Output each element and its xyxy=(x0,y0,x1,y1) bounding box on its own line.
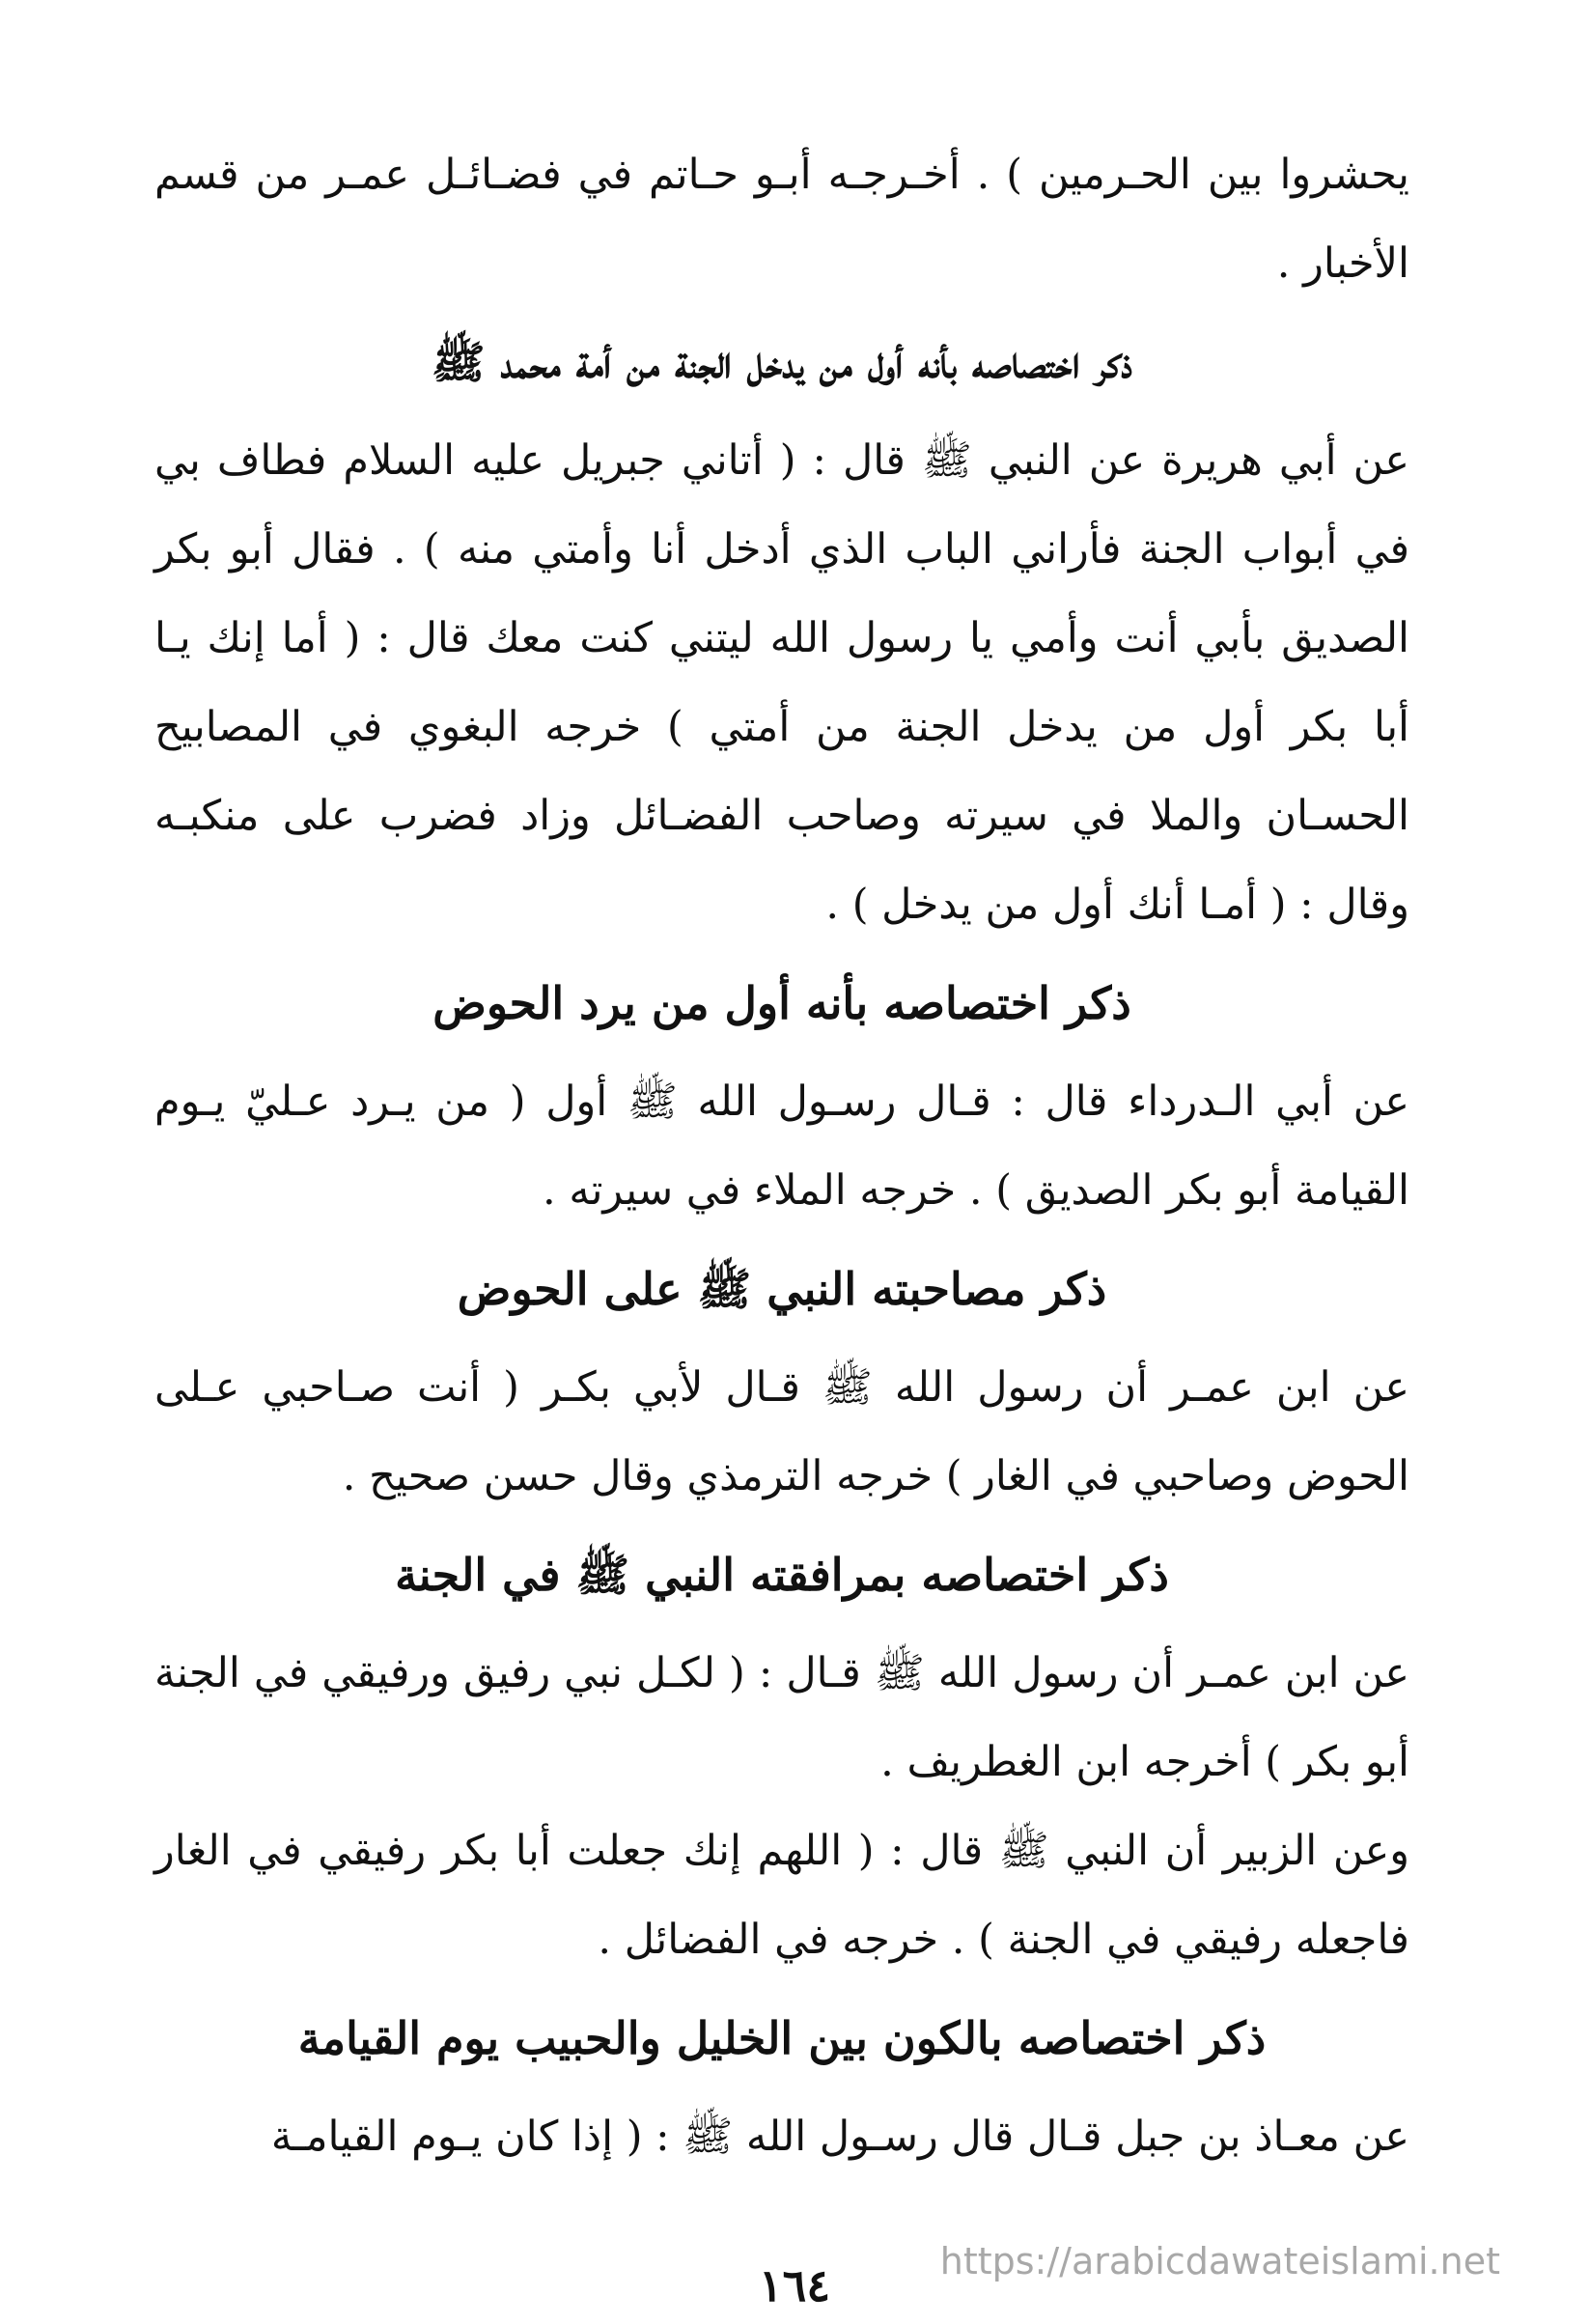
page-number: ١٦٤ xyxy=(758,2259,831,2311)
paragraph: عن معـاذ بن جبل قـال قال رسـول الله ﷺ : ( إذا كان يـوم القيامـة xyxy=(270,2113,1409,2161)
watermark-url: https://arabicdawateislami.net xyxy=(939,2240,1500,2282)
section-heading: ذكر اختصاصه بأنه أول من يدخل الجنة من أمة محمد ﷺ xyxy=(431,336,1132,388)
paragraph: يحشروا بين الحـرمين ) . أخـرجـه أبـو حـاتم في فضـائـل عمـر من قسم الأخبار . xyxy=(154,151,1409,288)
paragraph: عن أبي هريرة عن النبي ﷺ قال : ( أتاني جبريل عليه السلام فطاف بي في أبواب الجنة فأراني الباب الذي أدخل أنا وأمتي منه ) . فقال أبو بكر الصديق بأبي أنت وأمي يا رسول الله ليتني كنت معك قال : ( أما إنك يـا أبا بكر أول من يدخل الجنة من أمتي ) خرجه البغوي في المصابيح الحسـان والملا في سيرته وصاحب الفضـائل وزاد فضرب على منكبـه وقال : ( أمـا أنك أول من يدخل ) . xyxy=(154,436,1409,929)
text-column xyxy=(154,130,1409,2181)
paragraph: عن ابن عمـر أن رسول الله ﷺ قـال : ( لكـل نبي رفيق ورفيقي في الجنة أبو بكر ) أخرجه ابن الغطريف . xyxy=(154,1649,1409,1786)
section-heading: ذكر اختصاصه بالكون بين الخليل والحبيب يوم القيامة xyxy=(297,2012,1267,2064)
paragraph: عن أبي الـدرداء قال : قـال رسـول الله ﷺ أول ( من يـرد عـليّ يـوم القيامة أبو بكر الصديق ) . خرجه الملاء في سيرته . xyxy=(154,1078,1409,1215)
paragraph: عن ابن عمـر أن رسول الله ﷺ قـال لأبي بكـر ( أنت صـاحبي عـلى الحوض وصاحبي في الغار ) خرجه الترمذي وقال حسن صحيح . xyxy=(154,1363,1409,1500)
section-heading: ذكر مصاحبته النبي ﷺ على الحوض xyxy=(457,1263,1107,1315)
paragraph: وعن الزبير أن النبي ﷺ قال : ( اللهم إنك جعلت أبا بكر رفيقي في الغار فاجعله رفيقي في الجنة ) . خرجه في الفضائل . xyxy=(154,1827,1409,1964)
section-heading: ذكر اختصاصه بأنه أول من يرد الحوض xyxy=(432,977,1131,1029)
section-heading: ذكر اختصاصه بمرافقته النبي ﷺ في الجنة xyxy=(395,1549,1169,1601)
